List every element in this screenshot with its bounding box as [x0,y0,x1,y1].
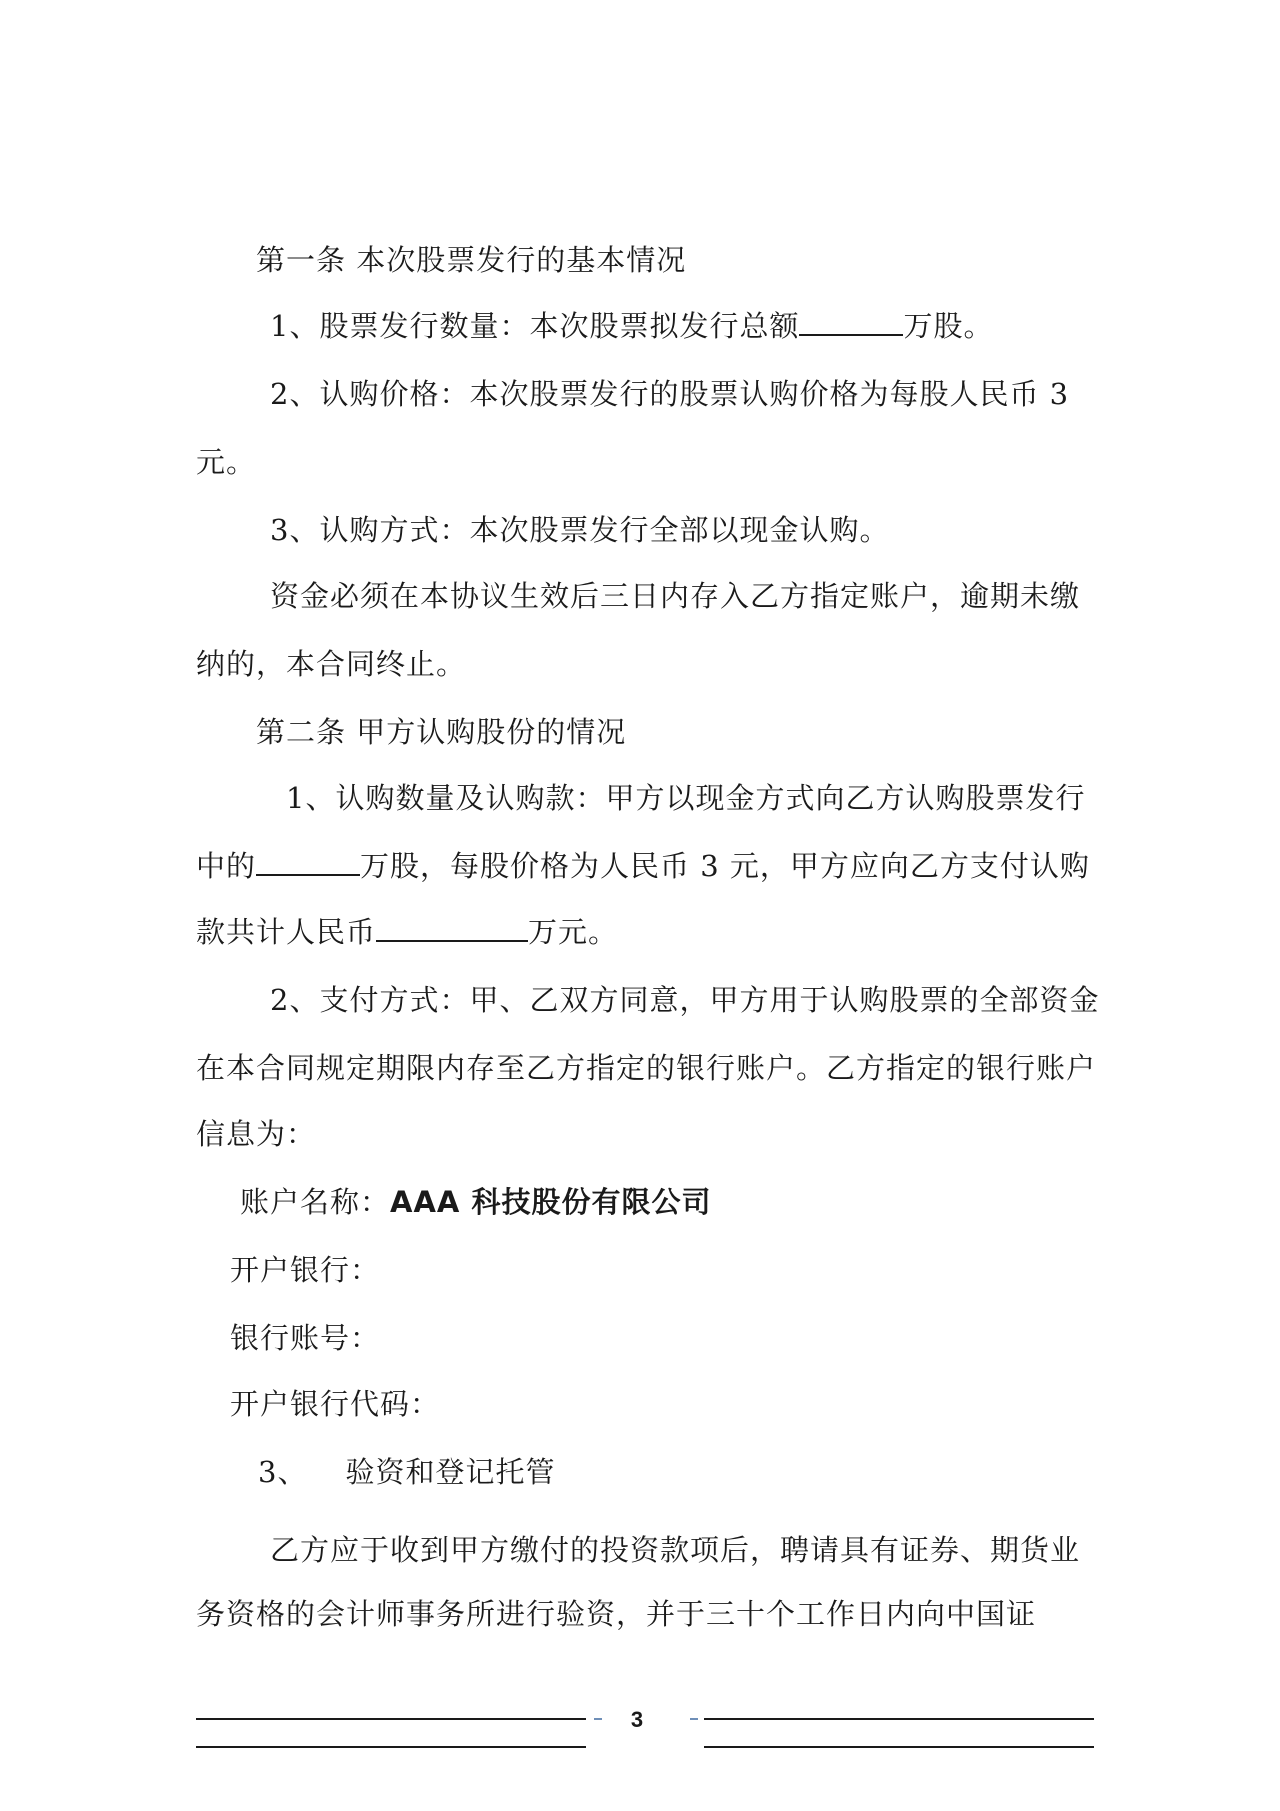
footer-rule-right-top [704,1718,1094,1720]
account-number-label: 银行账号： [230,1321,381,1355]
article-1-heading: 第一条 本次股票发行的基本情况 [256,243,687,277]
subscribed-shares-blank [256,850,360,876]
item-1-line-2-suffix: 万股，每股价格为人民币 3 元，甲方应向乙方支付认购 [360,849,1090,883]
footer-rule-left-bottom [196,1746,586,1748]
item-3-title: 验资和登记托管 [345,1455,556,1489]
article-2-item-2-line-3: 信息为： [196,1117,317,1151]
article-2-item-2-line-1: 2、支付方式：甲、乙双方同意，甲方用于认购股票的全部资金 [270,983,1100,1017]
article-1-paragraph-line-1: 资金必须在本协议生效后三日内存入乙方指定账户，逾期未缴 [270,579,1081,613]
article-1-item-1 [270,308,993,344]
footer-accent-right [690,1718,698,1720]
article-1-paragraph-line-2: 纳的，本合同终止。 [196,647,467,681]
account-name-row [240,1184,711,1220]
item-1-text: 1、股票发行数量：本次股票拟发行总额 [270,309,800,343]
article-2-heading: 第二条 甲方认购股份的情况 [256,715,627,749]
bank-code-label: 开户银行代码： [230,1387,441,1421]
bank-label: 开户银行： [230,1253,381,1287]
article-1-item-2-line-2: 元。 [196,445,257,479]
item-1-unit: 万股。 [903,309,994,343]
article-2-item-3-heading [258,1454,555,1490]
footer-rule-left-top [196,1718,586,1720]
footer-rule-right-bottom [704,1746,1094,1748]
account-name-label: 账户名称： [240,1185,391,1219]
item-1-line-3-suffix: 万元。 [528,915,619,949]
article-2-item-1-line-3 [196,914,618,950]
article-2-item-2-line-2: 在本合同规定期限内存至乙方指定的银行账户。乙方指定的银行账户 [196,1051,1097,1085]
account-name-value: AAA 科技股份有限公司 [390,1185,712,1219]
subscription-amount-blank [376,916,528,942]
item-1-line-2-prefix: 中的 [196,849,257,883]
footer-accent-left [594,1718,602,1720]
article-2-item-1-line-2 [196,848,1090,884]
article-2-paragraph-line-2: 务资格的会计师事务所进行验资，并于三十个工作日内向中国证 [196,1597,1037,1631]
share-quantity-blank [799,310,903,336]
page-number: 3 [630,1707,644,1732]
article-2-item-1-line-1: 1、认购数量及认购款：甲方以现金方式向乙方认购股票发行 [286,781,1086,815]
article-2-paragraph-line-1: 乙方应于收到甲方缴付的投资款项后，聘请具有证券、期货业 [270,1533,1081,1567]
item-1-line-3-prefix: 款共计人民币 [196,915,377,949]
article-1-item-2-line-1: 2、认购价格：本次股票发行的股票认购价格为每股人民币 3 [270,377,1070,411]
item-3-number: 3、 [258,1455,308,1489]
article-1-item-3: 3、认购方式：本次股票发行全部以现金认购。 [270,513,890,547]
